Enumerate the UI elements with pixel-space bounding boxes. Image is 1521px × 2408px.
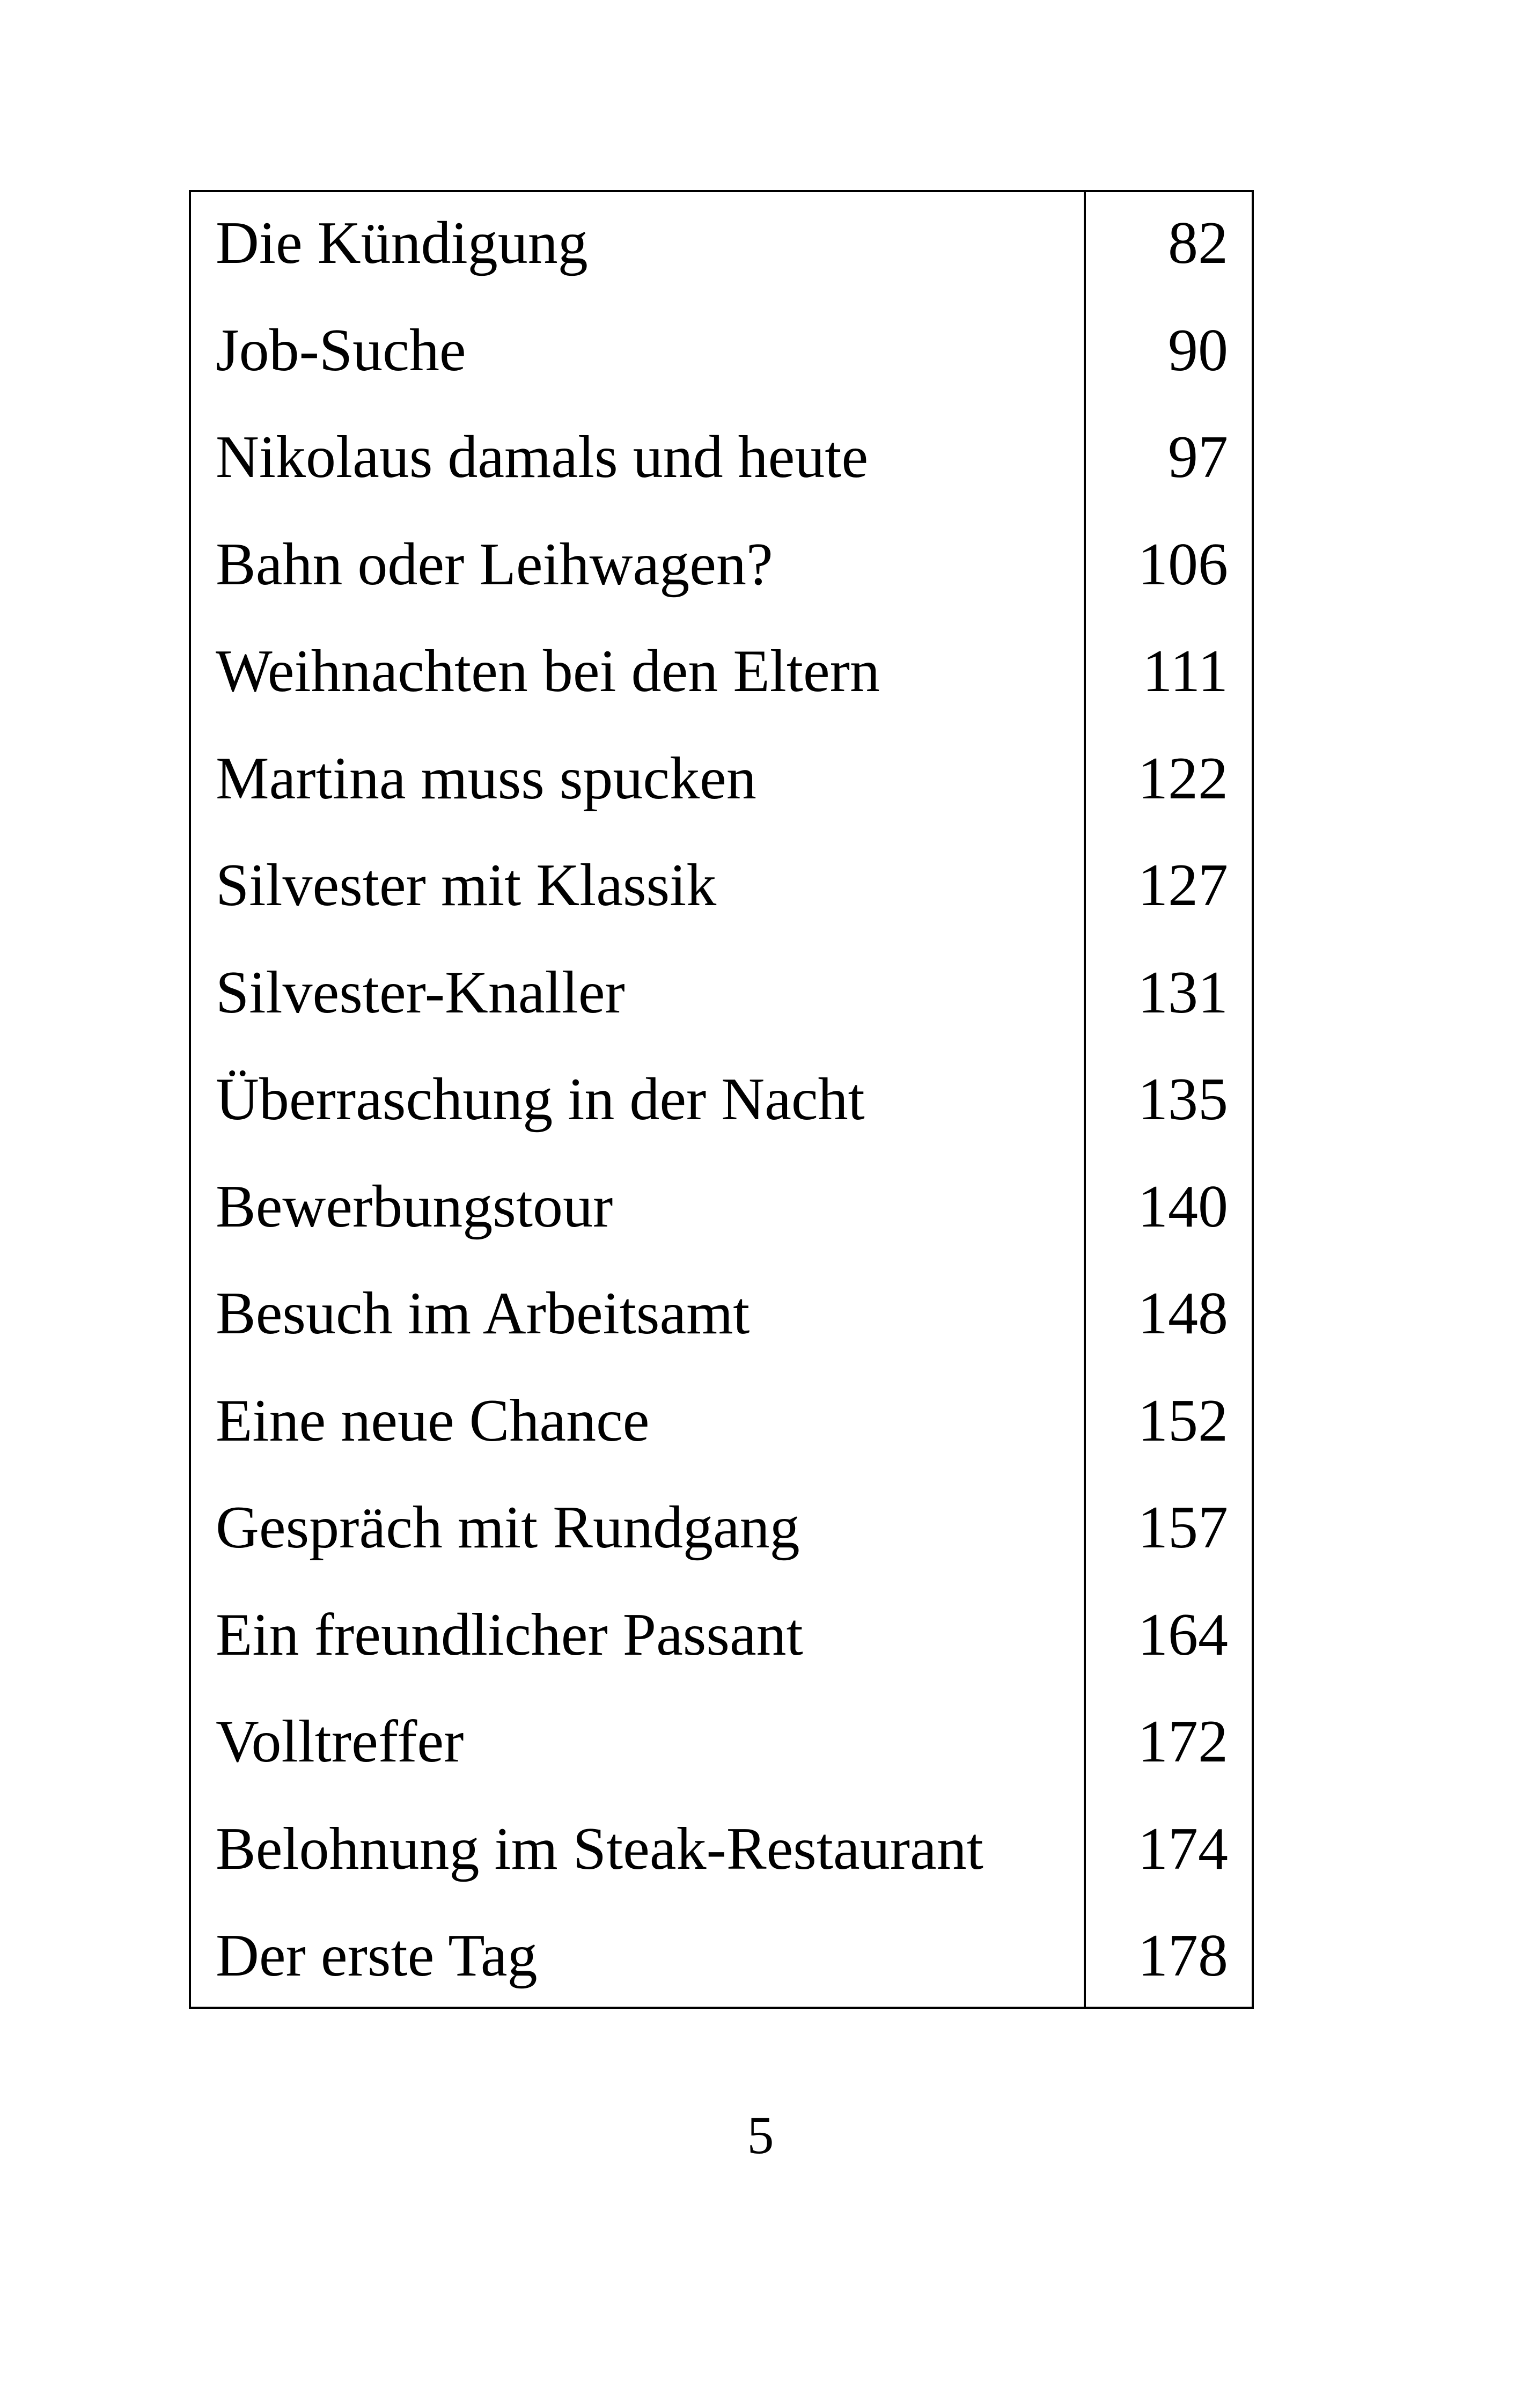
toc-row	[191, 725, 1252, 832]
toc-entry-title: Martina muss spucken	[216, 745, 756, 812]
toc-entry-title: Belohnung im Steak-Restaurant	[216, 1815, 983, 1882]
toc-entry-title: Weihnachten bei den Eltern	[216, 638, 880, 704]
toc-entry-page: 122	[1138, 745, 1228, 812]
toc-row	[191, 297, 1252, 404]
toc-row	[191, 1474, 1252, 1581]
toc-entry-title: Bahn oder Leihwagen?	[216, 531, 773, 598]
toc-entry-page: 111	[1142, 638, 1228, 704]
toc-entry-title: Besuch im Arbeitsamt	[216, 1280, 750, 1347]
toc-entry-page: 106	[1138, 531, 1228, 598]
toc-entry-page: 90	[1168, 317, 1228, 384]
toc-row	[191, 190, 1252, 297]
toc-entry-page: 148	[1138, 1280, 1228, 1347]
toc-row	[191, 511, 1252, 618]
toc-row	[191, 404, 1252, 511]
toc-entry-title: Silvester-Knaller	[216, 959, 625, 1026]
toc-row	[191, 1368, 1252, 1474]
toc-entry-page: 131	[1138, 959, 1228, 1026]
toc-row	[191, 1582, 1252, 1688]
toc-entry-page: 135	[1138, 1066, 1228, 1133]
toc-entry-title: Der erste Tag	[216, 1922, 538, 1989]
toc-entry-page: 140	[1138, 1173, 1228, 1240]
toc-row	[191, 1154, 1252, 1260]
toc-entry-title: Job-Suche	[216, 317, 466, 384]
toc-row	[191, 1903, 1252, 2009]
toc-entry-page: 174	[1138, 1815, 1228, 1882]
toc-entry-page: 97	[1168, 424, 1228, 490]
toc-entry-page: 164	[1138, 1601, 1228, 1668]
toc-entry-title: Ein freundlicher Passant	[216, 1601, 803, 1668]
toc-entry-title: Überraschung in der Nacht	[216, 1066, 865, 1133]
toc-entry-title: Eine neue Chance	[216, 1387, 650, 1454]
toc-entry-title: Volltreffer	[216, 1708, 464, 1775]
toc-entry-page: 127	[1138, 852, 1228, 919]
toc-entry-title: Nikolaus damals und heute	[216, 424, 869, 490]
toc-row	[191, 1046, 1252, 1153]
toc-row	[191, 832, 1252, 939]
toc-entry-page: 157	[1138, 1494, 1228, 1561]
toc-entry-title: Bewerbungstour	[216, 1173, 613, 1240]
toc-entry-page: 172	[1138, 1708, 1228, 1775]
toc-entry-page: 178	[1138, 1922, 1228, 1989]
toc-row	[191, 1260, 1252, 1367]
page-number: 5	[747, 2105, 774, 2165]
toc-row	[191, 618, 1252, 725]
toc-row	[191, 939, 1252, 1046]
toc-entry-page: 152	[1138, 1387, 1228, 1454]
toc-entry-title: Die Kündigung	[216, 210, 588, 276]
toc-row	[191, 1688, 1252, 1795]
toc-entry-title: Gespräch mit Rundgang	[216, 1494, 800, 1561]
toc-row	[191, 1796, 1252, 1903]
table-of-contents	[189, 190, 1254, 2009]
toc-entry-page: 82	[1168, 210, 1228, 276]
toc-entry-title: Silvester mit Klassik	[216, 852, 717, 919]
